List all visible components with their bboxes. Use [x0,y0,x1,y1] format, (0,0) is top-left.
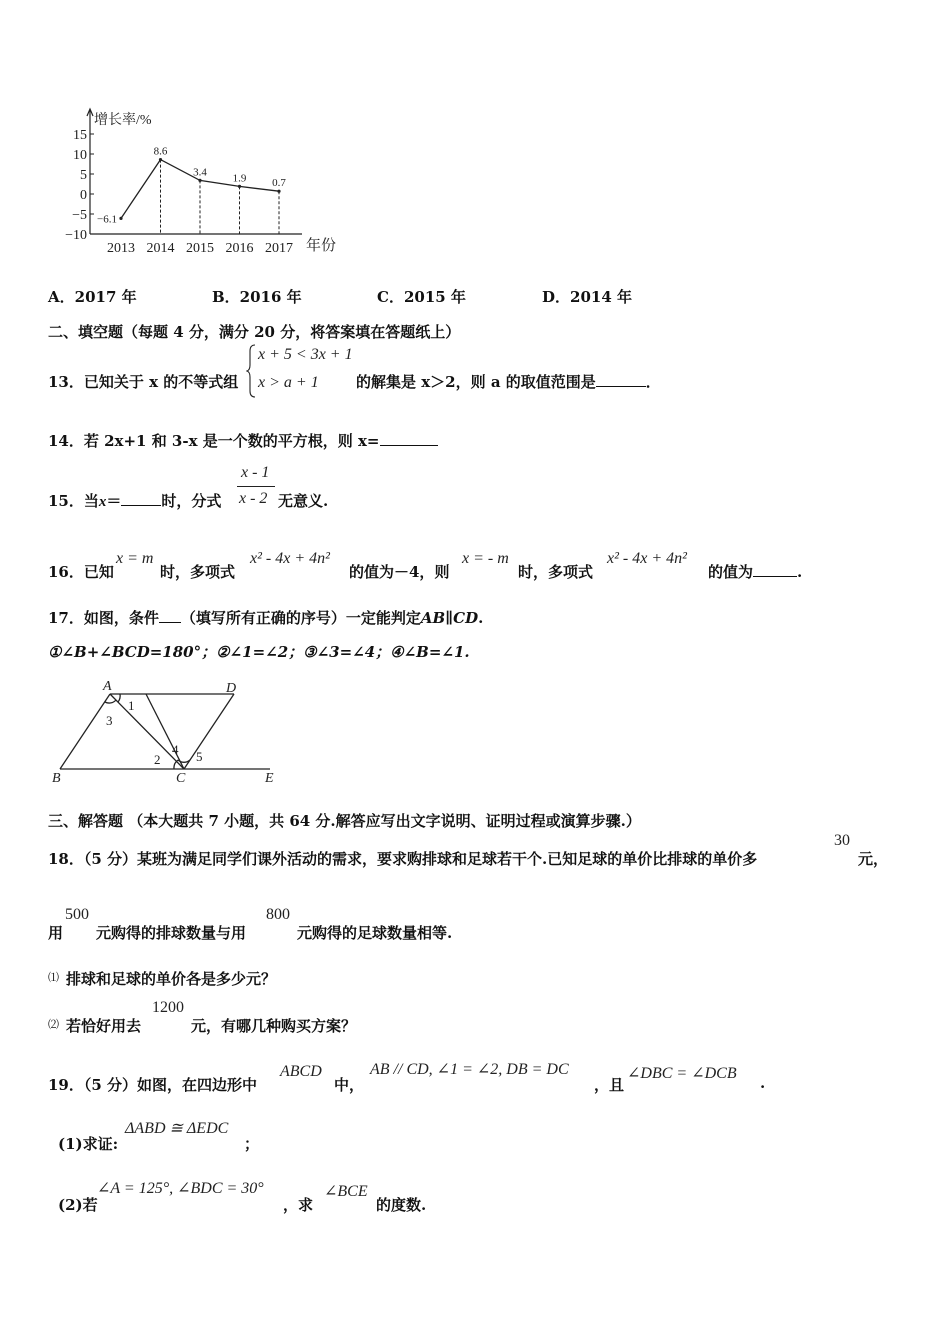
line-ab [60,694,110,769]
q13-suffix [356,371,661,392]
fig-angle-3: 3 [106,713,113,728]
question-17 [48,607,483,628]
q18-part-2-num: ⑵ [48,1018,59,1031]
q15-denominator: x - 2 [239,490,268,507]
q18-line-2c: 元购得的足球数量相等. [297,924,453,942]
option-b[interactable]: B．2016 年 [212,288,302,306]
option-a[interactable]: A．2017 年 [48,288,137,306]
q19-part-1-math: ΔABD ≅ ΔEDC [125,1120,229,1137]
fig-label-a: A [103,679,112,694]
q15-numerator: x - 1 [241,464,270,481]
q18-num-1200: 1200 [152,999,184,1016]
data-point [119,217,122,220]
q15-var: x [98,494,107,510]
fig-label-e: E [265,771,274,786]
q16-suffix-text: 的值为 [708,563,754,581]
q18-part-2a: 若恰好用去 [66,1017,142,1035]
section-2-heading: 二、填空题（每题 4 分，满分 20 分，将答案填在答题纸上） [48,323,461,341]
data-label: −6.1 [97,213,117,226]
q16-end: . [797,563,803,581]
x-tick-label: 2015 [186,241,214,256]
q16-prefix: 16．已知 [48,563,114,581]
q15-prefix: 15．当 [48,492,99,510]
fig-angle-4: 4 [172,742,179,757]
q13-end: ． [645,373,661,391]
angle-mark-1 [118,694,120,702]
fig-label-d: D [226,681,237,696]
q19-text-2: ，且 [594,1076,625,1094]
q18-part-2b: 元，有哪几种购买方案？ [191,1017,357,1035]
q15-mid: 时，分式 [161,492,222,510]
q17-answer-blank[interactable] [159,608,181,623]
line-cp [146,694,184,769]
q17-end: . [478,609,484,627]
q19-part-2b: ，求 [283,1196,314,1214]
q18-line-2a: 用 [48,924,64,942]
fig-angle-1: 1 [128,698,135,713]
option-d[interactable]: D．2014 年 [542,288,632,306]
y-tick-label: 0 [80,188,87,203]
q19-given-2: ∠DBC = ∠DCB [627,1065,737,1082]
growth-rate-line-chart [50,100,360,260]
q18-line-2b: 元购得的排球数量与用 [96,924,247,942]
q19-part-2-end: 的度数. [376,1196,427,1214]
q19-part-2-math: ∠A = 125°, ∠BDC = 30° [97,1180,264,1197]
q15-fraction-bar [237,486,275,487]
line-ac [110,694,184,769]
q19-given: AB // CD, ∠1 = ∠2, DB = DC [370,1061,569,1078]
data-label: 1.9 [232,172,247,185]
section-3-heading: 三、解答题 （本大题共 7 小题，共 64 分.解答应写出文字说明、证明过程或演算步骤.） [48,812,641,830]
q16-text-3: 时，多项式 [518,563,594,581]
q19-prefix: 19．（5 分）如图，在四边形中 [48,1076,258,1094]
data-label: 8.6 [153,145,168,158]
data-point [238,185,241,188]
q16-cond-2: x = - m [462,550,509,567]
q18-part-1: 排球和足球的单价各是多少元？ [66,970,277,988]
data-point [277,190,280,193]
y-tick-label: 5 [80,168,87,183]
q17-conclusion: AB∥CD [420,609,479,627]
q13-suffix-text: 的解集是 x＞2，则 a 的取值范围是 [356,373,596,391]
y-tick-label: −10 [65,228,87,243]
data-point [159,158,162,161]
q17-prefix: 17．如图，条件 [48,609,159,627]
q15-suffix: 无意义. [278,492,329,510]
q19-part-1-end: ； [244,1135,260,1153]
q14-text: 14．若 2x+1 和 3-x 是一个数的平方根，则 x= [48,432,380,450]
q18-num-30: 30 [834,832,850,849]
parallelogram-figure [48,676,288,788]
angle-mark-2 [174,760,178,769]
q13-inequality-2: x > a + 1 [258,374,319,391]
q18-part-1-num: ⑴ [48,971,59,984]
q16-poly-2: x² - 4x + 4n² [607,550,687,567]
q19-end: . [760,1074,766,1092]
option-c[interactable]: C．2015 年 [377,288,466,306]
q16-suffix [708,561,802,582]
q13-inequality-1: x + 5 < 3x + 1 [258,346,353,363]
y-tick-label: 15 [73,128,87,143]
q16-text-1: 时，多项式 [160,563,236,581]
q15-answer-blank[interactable] [121,491,161,506]
data-label: 0.7 [272,177,286,190]
x-tick-label: 2017 [265,241,293,256]
q19-text-1: 中， [334,1076,365,1094]
q19-part-2-math-2: ∠BCE [324,1183,368,1200]
q15-line [48,490,221,511]
q13-prefix: 13．已知关于 x 的不等式组 [48,373,239,391]
question-14 [48,430,438,451]
x-tick-label: 2014 [146,241,175,256]
y-axis-title: 增长率/% [94,113,152,128]
system-brace [246,343,258,399]
q19-part-1: (1)求证: [58,1135,119,1153]
line-dc [184,694,234,769]
q16-text-2: 的值为－4，则 [349,563,450,581]
q13-answer-blank[interactable] [596,372,646,387]
q18-yuan: 元， [858,850,889,868]
y-tick-label: 10 [73,148,87,163]
fig-angle-5: 5 [196,749,203,764]
q18-line-1: 18．（5 分）某班为满足同学们课外活动的需求，要求购排球和足球若干个.已知足球的单价比排球的单价多 [48,850,758,868]
data-label: 3.4 [193,166,207,179]
angle-mark-3 [105,700,116,703]
fig-label-b: B [52,771,61,786]
x-tick-label: 2013 [107,241,135,256]
data-point [198,179,201,182]
q18-num-800: 800 [266,906,290,923]
q18-num-500: 500 [65,906,89,923]
q15-eq: ＝ [106,492,122,510]
q19-part-2: (2)若 [58,1196,98,1214]
q16-answer-blank[interactable] [753,562,797,577]
fig-label-c: C [176,771,186,786]
q17-conditions: ①∠B+∠BCD=180°；②∠1=∠2；③∠3=∠4；④∠B=∠1. [48,643,470,661]
q17-text: （填写所有正确的序号）一定能判定 [180,609,421,627]
q16-cond-1: x = m [116,550,154,567]
y-tick-label: −5 [72,208,87,223]
x-axis-title: 年份 [306,238,337,254]
q14-answer-blank[interactable] [380,431,438,446]
q19-abcd: ABCD [280,1063,322,1080]
x-tick-label: 2016 [225,241,254,256]
q16-poly-1: x² - 4x + 4n² [250,550,330,567]
fig-angle-2: 2 [154,752,161,767]
